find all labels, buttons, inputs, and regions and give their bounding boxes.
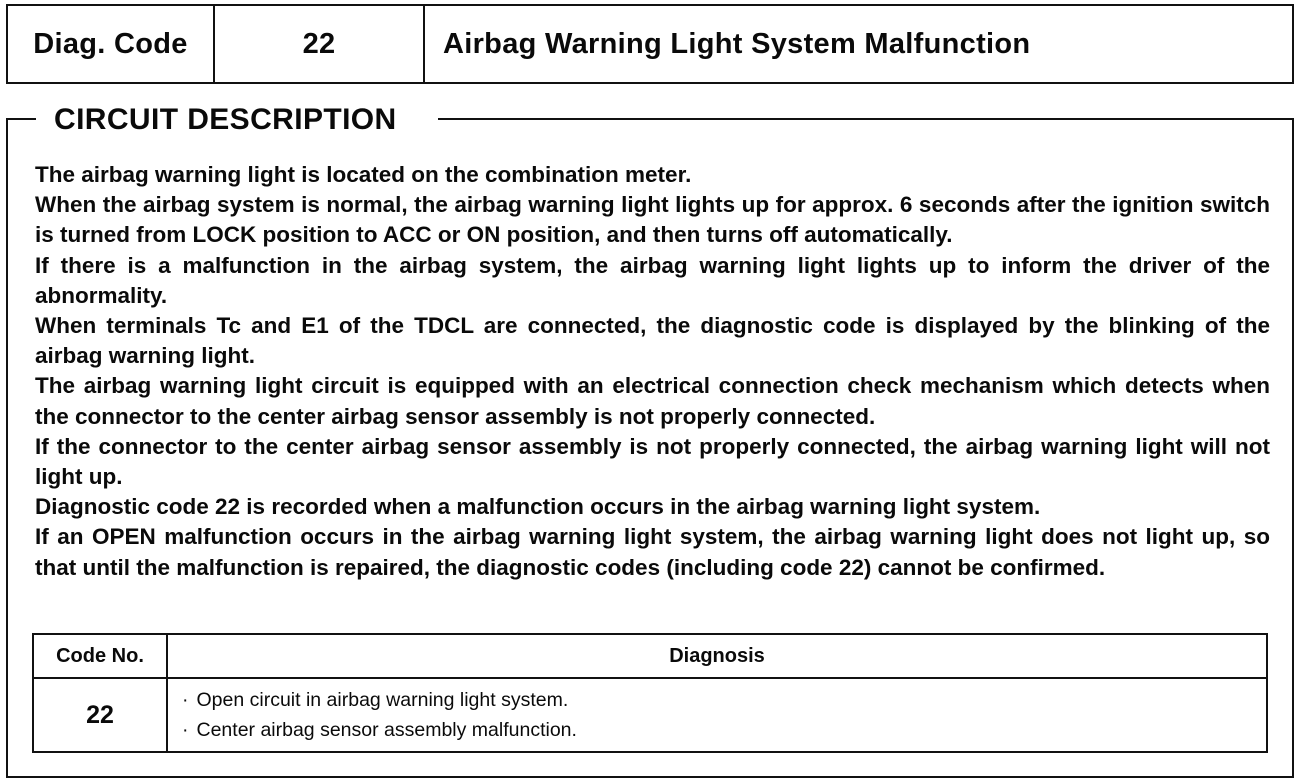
table-header-row <box>33 634 1267 678</box>
bullet: · <box>182 719 189 741</box>
diagnosis-text: Open circuit in airbag warning light system. <box>196 689 569 711</box>
code-cell: 22 <box>33 678 167 752</box>
diag-header <box>6 4 1294 84</box>
diagnosis-cell <box>167 678 1267 752</box>
paragraph: The airbag warning light is located on the combination meter. <box>35 162 692 187</box>
column-header-code: Code No. <box>33 634 167 678</box>
diagnosis-item <box>182 715 1265 745</box>
paragraph: Diagnostic code 22 is recorded when a malfunction occurs in the airbag warning light system. <box>35 494 1041 520</box>
table-row <box>33 678 1267 752</box>
paragraph: If an OPEN malfunction occurs in the airbag warning light system, the airbag warning light does not light up, so that until the malfunction is repaired, the diagnostic codes (including code 22) cannot be confirmed. <box>35 524 1270 580</box>
paragraph: If the connector to the center airbag sensor assembly is not properly connected, the airbag warning light will not light up. <box>35 433 1270 490</box>
diagnosis-table <box>32 633 1268 753</box>
bullet: · <box>182 689 189 711</box>
section-title: CIRCUIT DESCRIPTION <box>50 101 401 139</box>
diagnosis-text: Center airbag sensor assembly malfunction. <box>196 719 577 741</box>
diag-title: Airbag Warning Light System Malfunction <box>443 27 1031 60</box>
paragraph: When terminals Tc and E1 of the TDCL are connected, the diagnostic code is displayed by the blinking of the airbag warning light. <box>35 313 1270 369</box>
paragraph: The airbag warning light circuit is equipped with an electrical connection check mechanism which detects when the connector to the center airbag sensor assembly is not properly connected. <box>35 373 1270 429</box>
frame-top-right-line <box>438 118 1294 120</box>
frame-top-left-line <box>6 118 36 120</box>
description-text <box>35 160 1270 583</box>
diag-code-number: 22 <box>215 6 425 82</box>
diag-code-label: Diag. Code <box>8 6 215 82</box>
paragraph: When the airbag system is normal, the airbag warning light lights up for approx. 6 seconds after the ignition switch is turned from LOCK position to ACC or ON position, and then turns off automatically. <box>35 192 1270 248</box>
column-header-diagnosis: Diagnosis <box>167 634 1267 678</box>
paragraph: If there is a malfunction in the airbag system, the airbag warning light lights up to inform the driver of the abnormality. <box>35 252 1270 308</box>
diagnosis-item <box>182 685 1265 715</box>
